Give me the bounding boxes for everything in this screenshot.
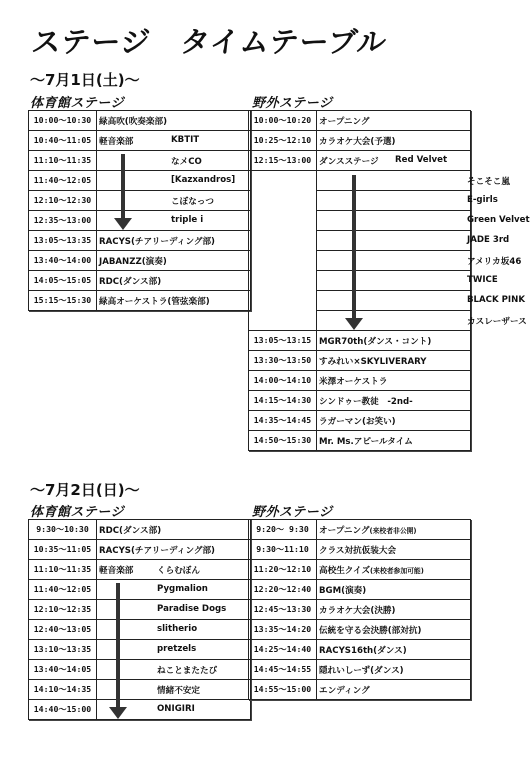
time-cell: 12:45～13:30 [249,600,317,620]
event-cell [317,211,530,231]
table-row [249,431,471,451]
time-cell: 13:35～14:20 [249,620,317,640]
table-row [249,151,471,171]
event-cell [97,560,251,580]
table-row [249,171,471,191]
table-row [249,520,471,540]
time-cell [249,171,317,191]
band-name: こぼなっつ [171,197,214,207]
event-name: RDC(ダンス部) [99,276,162,287]
time-cell: 13:40～14:05 [29,660,97,680]
event-name: エンディング [319,685,370,696]
band-name: Red Velvet [395,155,448,165]
time-cell: 11:40～12:05 [29,171,97,191]
band-name: E-girls [467,195,498,205]
band-name: Green Velvet [467,215,530,225]
band-name: なメCO [171,157,202,167]
table-row [249,291,471,311]
event-cell [97,251,251,271]
time-cell: 9:30～10:30 [29,520,97,540]
table-row [249,560,471,580]
table-row [249,111,471,131]
band-name: [Kazxandros] [171,175,236,185]
time-cell [249,211,317,231]
event-cell [97,291,251,311]
time-cell [249,271,317,291]
event-cell [317,331,471,351]
time-cell: 14:25～14:40 [249,640,317,660]
event-note: (来校者非公開) [369,526,417,535]
time-cell [249,291,317,311]
table-row [29,580,251,600]
event-cell [97,191,251,211]
band-name: Pygmalion [157,584,208,594]
day2-outdoor-title: 野外ステージ [252,505,333,520]
band-name: JADE 3rd [467,235,510,245]
event-name: Mr. Ms.アピールタイム [319,436,413,447]
table-row [29,680,251,700]
time-cell: 9:30～11:10 [249,540,317,560]
band-name: カスレーザース [467,317,527,327]
event-cell [97,131,251,151]
table-row [249,251,471,271]
table-row [249,231,471,251]
time-cell [249,191,317,211]
event-name: 緑高オーケストラ(管弦楽部) [99,296,210,307]
time-cell: 14:35～14:45 [249,411,317,431]
event-cell [317,231,510,251]
table-row [29,540,251,560]
time-cell: 10:00～10:30 [29,111,97,131]
event-name: JABANZZ(演奏) [99,256,167,267]
day1-label: ～7月1日(土)～ [30,71,140,89]
time-cell: 11:10～11:35 [29,560,97,580]
time-cell: 10:25～12:10 [249,131,317,151]
event-name: 緑高吹(吹奏楽部) [99,116,168,127]
event-name: シンドゥー教徒 -2nd- [319,396,413,407]
event-cell [317,111,471,131]
table-row [249,680,471,700]
table-row [249,411,471,431]
band-name: そこそこ嵐 [467,177,510,187]
event-name: カラオケ大会(決勝) [319,605,396,616]
event-cell [317,191,498,211]
day2-gym-table [28,519,251,720]
event-name: ラガーマン(お笑い) [319,416,396,427]
time-cell: 13:05～13:35 [29,231,97,251]
time-cell: 12:15～13:00 [249,151,317,171]
time-cell: 12:20～12:40 [249,580,317,600]
band-name: ねことまたたび [157,666,218,676]
event-cell [97,540,251,560]
table-row [249,191,471,211]
table-row [249,331,471,351]
event-cell [97,520,251,540]
time-cell: 12:10～12:35 [29,600,97,620]
event-cell [317,520,471,540]
day1-outdoor-title: 野外ステージ [252,96,333,111]
event-name: クラス対抗仮装大会 [319,545,397,556]
event-cell [317,620,471,640]
band-name: BLACK PINK [467,295,525,305]
band-name: slitherio [157,624,198,634]
table-row [29,620,251,640]
event-cell [317,431,471,451]
band-name: triple i [171,215,204,225]
time-cell: 10:00～10:20 [249,111,317,131]
table-row [29,111,251,131]
table-row [29,171,251,191]
event-cell [317,660,471,680]
event-cell [97,151,251,171]
table-row [249,660,471,680]
day2-label: ～7月2日(日)～ [30,481,140,499]
time-cell: 14:50～15:30 [249,431,317,451]
band-name: くらむぼん [157,566,200,576]
event-cell [97,111,251,131]
event-cell [317,351,471,371]
time-cell: 14:55～15:00 [249,680,317,700]
page-title: ステージ タイムテーブル [30,25,389,59]
table-row [249,580,471,600]
event-name: RDC(ダンス部) [99,525,162,536]
band-name: KBTIT [171,135,200,145]
event-cell [317,640,471,660]
event-name: RACYS(チアリーディング部) [99,236,215,247]
day1-outdoor-table [248,110,530,451]
band-name: アメリカ坂46 [467,257,522,267]
time-cell: 14:10～14:35 [29,680,97,700]
band-name: pretzels [157,644,197,654]
table-row [249,640,471,660]
event-cell [317,600,471,620]
event-cell [317,271,498,291]
time-cell: 10:35～11:05 [29,540,97,560]
table-row [249,211,471,231]
event-name: 米澤オーケストラ [319,376,388,387]
time-cell: 9:20～ 9:30 [249,520,317,540]
time-cell: 11:20～12:10 [249,560,317,580]
table-row [29,131,251,151]
table-row [249,600,471,620]
table-row [249,391,471,411]
event-name: 高校生クイズ [319,565,371,576]
event-cell [317,251,522,271]
time-cell: 13:40～14:00 [29,251,97,271]
event-cell [317,311,527,331]
table-row [29,271,251,291]
table-row [249,620,471,640]
table-row [29,640,251,660]
table-row [29,231,251,251]
time-cell: 14:40～15:00 [29,700,97,720]
band-name: Paradise Dogs [157,604,227,614]
event-name: すみれい×SKYLIVERARY [319,356,427,367]
event-cell [317,411,471,431]
table-row [29,700,251,720]
event-name: ダンスステージ [319,156,379,167]
event-name: RACYS(チアリーディング部) [99,545,215,556]
time-cell: 11:10～11:35 [29,151,97,171]
time-cell: 15:15～15:30 [29,291,97,311]
band-name: 情緒不安定 [157,686,200,696]
day1-gym-table [28,110,251,311]
time-cell: 14:45～14:55 [249,660,317,680]
event-cell [317,151,471,171]
event-cell [317,680,471,700]
event-name: RACYS16th(ダンス) [319,645,407,656]
event-cell [317,540,471,560]
table-row [29,291,251,311]
event-cell [317,371,471,391]
event-name: オープニング [319,116,370,127]
time-cell: 13:30～13:50 [249,351,317,371]
time-cell: 12:35～13:00 [29,211,97,231]
table-row [29,600,251,620]
time-cell: 14:00～14:10 [249,371,317,391]
band-name: TWICE [467,275,498,285]
event-cell [317,580,471,600]
time-cell: 12:40～13:05 [29,620,97,640]
day2-outdoor-table [248,519,471,700]
event-name: オープニング [319,525,370,536]
table-row [249,371,471,391]
event-name: 伝統を守る会決勝(部対抗) [319,625,422,636]
table-row [249,131,471,151]
event-cell [97,271,251,291]
event-cell [97,171,251,191]
event-name: 軽音楽部 [99,565,134,576]
table-row [249,540,471,560]
event-cell [317,391,471,411]
table-row [29,560,251,580]
time-cell: 11:40～12:05 [29,580,97,600]
table-row [29,520,251,540]
time-cell: 14:05～15:05 [29,271,97,291]
band-name: ONIGIRI [157,704,195,714]
event-cell [317,560,471,580]
table-row [249,351,471,371]
time-cell: 13:05～13:15 [249,331,317,351]
time-cell [249,251,317,271]
day1-gym-title: 体育館ステージ [30,96,124,111]
event-cell [97,231,251,251]
time-cell: 14:15～14:30 [249,391,317,411]
event-name: MGR70th(ダンス・コント) [319,336,432,347]
time-cell [249,311,317,331]
time-cell [249,231,317,251]
day2-gym-title: 体育館ステージ [30,505,124,520]
event-note: (来校者参加可能) [370,566,424,575]
event-cell [317,131,471,151]
event-cell [317,291,525,311]
table-row [29,191,251,211]
time-cell: 10:40～11:05 [29,131,97,151]
event-name: BGM(演奏) [319,585,367,596]
table-row [29,211,251,231]
table-row [29,151,251,171]
time-cell: 13:10～13:35 [29,640,97,660]
table-row [29,251,251,271]
table-row [29,660,251,680]
time-cell: 12:10～12:30 [29,191,97,211]
event-name: 隠れいしーず(ダンス) [319,665,404,676]
table-row [249,271,471,291]
event-name: カラオケ大会(予選) [319,136,396,147]
event-cell [317,171,510,191]
event-name: 軽音楽部 [99,136,134,147]
